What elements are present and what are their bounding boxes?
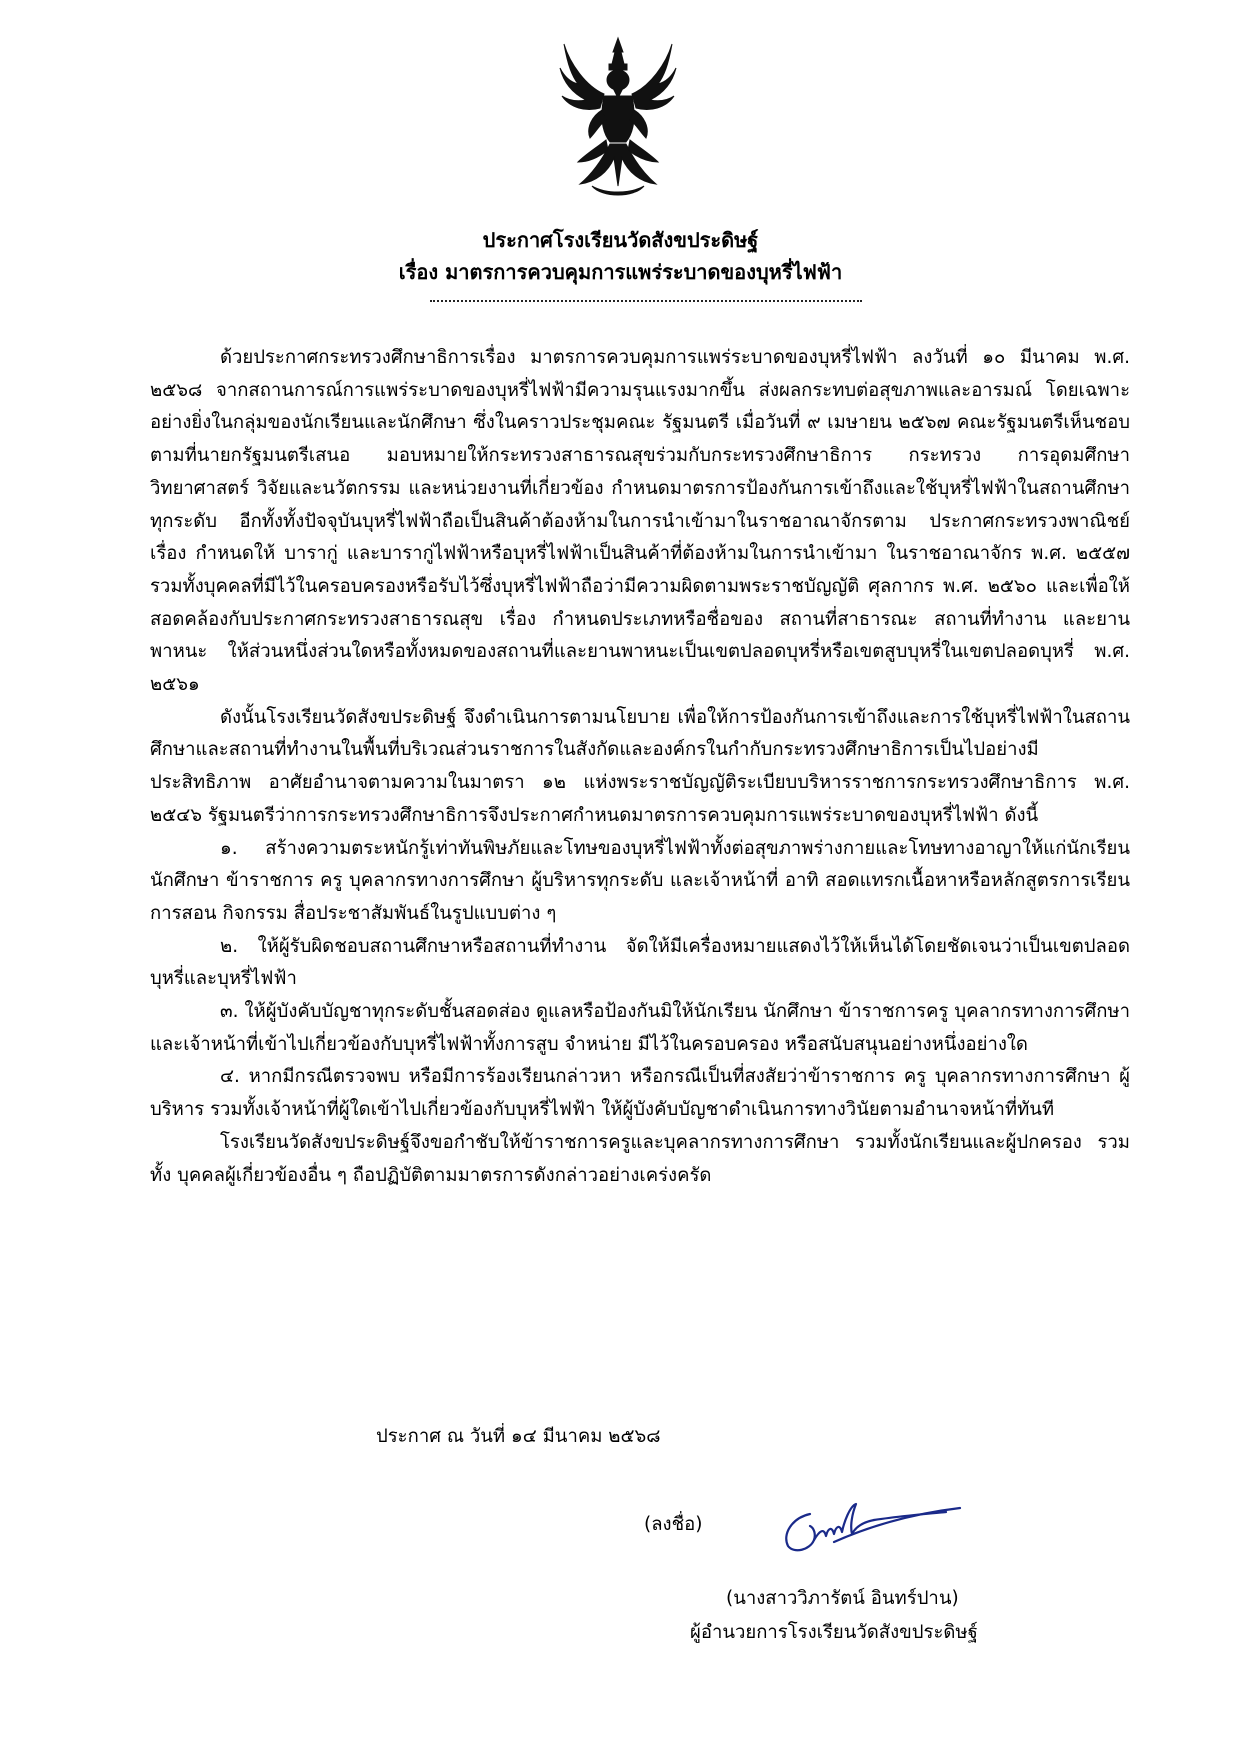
signer-position: ผู้อำนวยการโรงเรียนวัดสังขประดิษฐ์ [690,1622,978,1643]
signer-name: (นางสาววิภารัตน์ อินทร์ปาน) [726,1588,959,1609]
announcement-body [150,342,1130,1192]
announcement-date: ประกาศ ณ วันที่ ๑๔ มีนาคม ๒๕๖๘ [376,1426,661,1447]
handwritten-signature-icon [770,1492,970,1562]
title-separator [430,300,862,302]
announcement-title: ประกาศโรงเรียนวัดสังขประดิษฐ์ [482,228,759,252]
announcement-subject: เรื่อง มาตรการควบคุมการแพร่ระบาดของบุหรี่ไฟฟ้า [398,260,843,284]
measure-item-2: ๒. ให้ผู้รับผิดชอบสถานศึกษาหรือสถานที่ทำงาน จัดให้มีเครื่องหมายแสดงไว้ให้เห็นได้โดยชัดเจนว่าเป็นเขตปลอดบุหรี่และบุหรี่ไฟฟ้า [150,935,1130,990]
body-paragraph: ดังนั้นโรงเรียนวัดสังขประดิษฐ์ จึงดำเนินการตามนโยบาย เพื่อให้การป้องกันการเข้าถึงและการใช้บุหรี่ไฟฟ้าในสถานศึกษาและสถานที่ทำงานในพื้นที่บริเวณส่วนราชการในสังกัดและองค์กรในกำกับกระทรวงศึกษาธิการเป็นไปอย่างมีประสิทธิภาพ อาศัยอำนาจตามความในมาตรา ๑๒ แห่งพระราชบัญญัติระเบียบบริหารราชการกระทรวงศึกษาธิการ พ.ศ. ๒๕๔๖ รัฐมนตรีว่าการกระทรวงศึกษาธิการจึงประกาศกำหนดมาตรการควบคุมการแพร่ระบาดของบุหรี่ไฟฟ้า ดังนี้ [150,706,1130,826]
closing-paragraph: โรงเรียนวัดสังขประดิษฐ์จึงขอกำชับให้ข้าราชการครูและบุคลากรทางการศึกษา รวมทั้งนักเรียนและผู้ปกครอง รวมทั้ง บุคคลผู้เกี่ยวข้องอื่น ๆ ถือปฏิบัติตามมาตรการดังกล่าวอย่างเคร่งครัด [150,1131,1130,1186]
measure-item-4: ๔. หากมีกรณีตรวจพบ หรือมีการร้องเรียนกล่าวหา หรือกรณีเป็นที่สงสัยว่าข้าราชการ ครู บุคลากรทางการศึกษา ผู้บริหาร รวมทั้งเจ้าหน้าที่ผู้ใดเข้าไปเกี่ยวข้องกับบุหรี่ไฟฟ้า ให้ผู้บังคับบัญชาดำเนินการทางวินัยตามอำนาจหน้าที่ทันที [150,1066,1130,1121]
sign-label: (ลงชื่อ) [644,1514,703,1535]
measure-item-3: ๓. ให้ผู้บังคับบัญชาทุกระดับชั้นสอดส่อง ดูแลหรือป้องกันมิให้นักเรียน นักศึกษา ข้าราชการครู บุคลากรทางการศึกษา และเจ้าหน้าที่เข้าไปเกี่ยวข้องกับบุหรี่ไฟฟ้าทั้งการสูบ จำหน่าย มีไว้ในครอบครอง หรือสนับสนุนอย่างหนึ่งอย่างใด [150,1001,1130,1055]
measure-item-1: ๑. สร้างความตระหนักรู้เท่าทันพิษภัยและโทษของบุหรี่ไฟฟ้าทั้งต่อสุขภาพร่างกายและโทษทางอาญาให้แก่นักเรียน นักศึกษา ข้าราชการ ครู บุคลากรทางการศึกษา ผู้บริหารทุกระดับ และเจ้าหน้าที่ อาทิ สอดแทรกเนื้อหาหรือหลักสูตรการเรียนการสอน กิจกรรม สื่อประชาสัมพันธ์ในรูปแบบต่าง ๆ [150,837,1130,924]
body-paragraph: ด้วยประกาศกระทรวงศึกษาธิการเรื่อง มาตรการควบคุมการแพร่ระบาดของบุหรี่ไฟฟ้า ลงวันที่ ๑๐ มีนาคม พ.ศ. ๒๕๖๘ จากสถานการณ์การแพร่ระบาดของบุหรี่ไฟฟ้ามีความรุนแรงมากขึ้น ส่งผลกระทบต่อสุขภาพและอารมณ์ โดยเฉพาะอย่างยิ่งในกลุ่มของนักเรียนและนักศึกษา ซึ่งในคราวประชุมคณะ รัฐมนตรี เมื่อวันที่ ๙ เมษายน ๒๕๖๗ คณะรัฐมนตรีเห็นชอบตามที่นายกรัฐมนตรีเสนอ มอบหมายให้กระทรวงสาธารณสุขร่วมกับกระทรวงศึกษาธิการ กระทรวง การอุดมศึกษา วิทยาศาสตร์ วิจัยและนวัตกรรม และหน่วยงานที่เกี่ยวข้อง กำหนดมาตรการป้องกันการเข้าถึงและใช้บุหรี่ไฟฟ้าในสถานศึกษาทุกระดับ อีกทั้งทั้งปัจจุบันบุหรี่ไฟฟ้าถือเป็นสินค้าต้องห้ามในการนำเข้ามาในราชอาณาจักรตาม ประกาศกระทรวงพาณิชย์ เรื่อง กำหนดให้ บารากู่ และบารากู่ไฟฟ้าหรือบุหรี่ไฟฟ้าเป็นสินค้าที่ต้องห้ามในการนำเข้ามา ในราชอาณาจักร พ.ศ. ๒๕๕๗ รวมทั้งบุคคลที่มีไว้ในครอบครองหรือรับไว้ซึ่งบุหรี่ไฟฟ้าถือว่ามีความผิดตามพระราชบัญญัติ ศุลกากร พ.ศ. ๒๕๖๐ และเพื่อให้สอดคล้องกับประกาศกระทรวงสาธารณสุข เรื่อง กำหนดประเภทหรือชื่อของ สถานที่สาธารณะ สถานที่ทำงาน และยานพาหนะ ให้ส่วนหนึ่งส่วนใดหรือทั้งหมดของสถานที่และยานพาหนะเป็นเขตปลอดบุหรี่หรือเขตสูบบุหรี่ในเขตปลอดบุหรี่ พ.ศ. ๒๕๖๑ [150,347,1130,696]
garuda-emblem-icon [556,36,680,200]
